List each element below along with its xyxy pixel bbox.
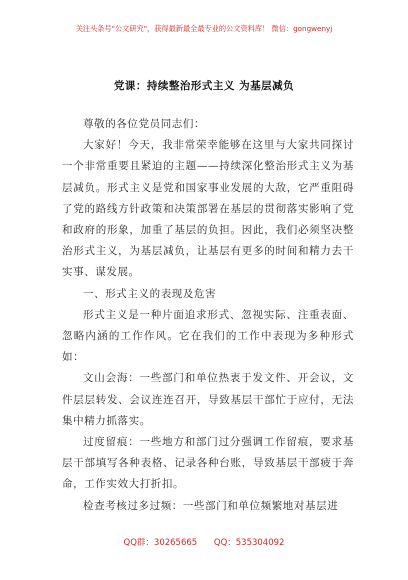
page-title: 党课：持续整治形式主义 为基层减负 bbox=[113, 80, 295, 92]
footer-qq-number: QQ：535304092 bbox=[213, 538, 285, 548]
paragraph-meetings: 文山会海：一些部门和单位热衷于发文件、开会议，文件层层转发、会议连连召开，导致基层干部忙于应付，无法集中精力抓落实。 bbox=[62, 372, 354, 427]
footer-contact bbox=[0, 536, 408, 548]
footer-qq-group: QQ群：30265665 bbox=[123, 538, 198, 548]
header-note: 关注头条号"公文研究"，获得最新最全最专业的公文资料库！ 微信：gongwenyj bbox=[75, 24, 333, 33]
section-heading: 一、形式主义的表现及危害 bbox=[83, 287, 217, 300]
paragraph-definition: 形式主义是一种片面追求形式、忽视实际、注重表面、忽略内涵的工作作风。它在我们的工作中表现为多种形式如： bbox=[62, 308, 354, 364]
salutation: 尊敬的各位党员同志们： bbox=[83, 118, 206, 130]
paragraph-intro: 大家好！今天，我非常荣幸能够在这里与大家共同探讨一个非常重要且紧迫的主题——持续深化整治形式主义为基层减负。形式主义是党和国家事业发展的大敌，它严重阻碍了党的路线方针政策和决策部署在基层的贯彻落实影响了党和政府的形象，加重了基层的负担。因此，我们必须坚决整治形式主义，为基层减负，让基层有更多的时间和精力去干实事、谋发展。 bbox=[62, 139, 354, 279]
document-body bbox=[62, 114, 354, 517]
paragraph-traces: 过度留痕：一些地方和部门过分强调工作留痕，要求基层干部填写各种表格、记录各种台账，导致基层干部疲于奔命，工作实效大打折扣。 bbox=[62, 436, 354, 491]
paragraph-inspections: 检查考核过多过频：一些部门和单位频繁地对基层进 bbox=[83, 499, 339, 512]
